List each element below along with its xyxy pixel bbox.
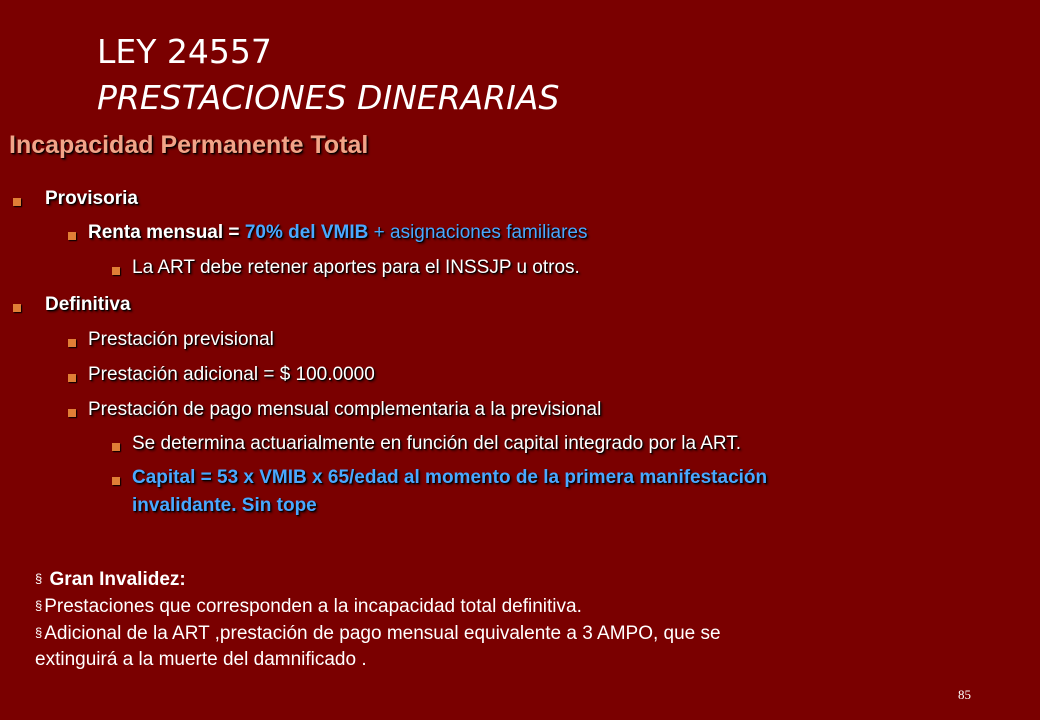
bullet-icon bbox=[68, 409, 76, 417]
gran-invalidez-line1-row bbox=[35, 593, 935, 620]
renta-prefix: Renta mensual = bbox=[88, 222, 245, 243]
page-number: 85 bbox=[958, 687, 971, 702]
slide-subtitle: Incapacidad Permanente Total bbox=[9, 131, 369, 159]
capital-formula-line1: Capital = 53 x VMIB x 65/edad al momento de la primera manifestación bbox=[132, 467, 768, 488]
definitiva-item-adicional: Prestación adicional = $ 100.0000 bbox=[88, 364, 375, 385]
definitiva-heading: Definitiva bbox=[45, 294, 131, 315]
definitiva-item-complementaria: Prestación de pago mensual complementaria a la previsional bbox=[88, 399, 602, 420]
provisoria-heading: Provisoria bbox=[45, 188, 138, 209]
square-bullet-icon: § bbox=[35, 625, 43, 640]
renta-percent: 70% del VMIB bbox=[244, 222, 369, 243]
gran-invalidez-line1: Prestaciones que corresponden a la incapacidad total definitiva. bbox=[44, 596, 582, 617]
square-bullet-icon: § bbox=[35, 598, 43, 613]
bullet-icon bbox=[112, 267, 120, 275]
actuarial-text: Se determina actuarialmente en función del capital integrado por la ART. bbox=[132, 433, 742, 454]
slide-title-line1: LEY 24557 bbox=[97, 32, 272, 71]
renta-suffix: + asignaciones familiares bbox=[368, 222, 588, 243]
art-retener-text: La ART debe retener aportes para el INSSJP u otros. bbox=[132, 257, 580, 278]
capital-formula-line2: invalidante. Sin tope bbox=[132, 495, 317, 516]
bullet-icon bbox=[13, 304, 21, 312]
gran-invalidez-title: Gran Invalidez: bbox=[49, 569, 186, 590]
bullet-icon bbox=[112, 443, 120, 451]
renta-mensual-line bbox=[88, 222, 588, 244]
bullet-icon bbox=[68, 232, 76, 240]
bullet-icon bbox=[13, 198, 21, 206]
slide-title-line2: PRESTACIONES DINERARIAS bbox=[97, 78, 560, 117]
gran-invalidez-line2-row bbox=[35, 620, 935, 647]
gran-invalidez-line3: extinguirá a la muerte del damnificado . bbox=[35, 649, 367, 670]
gran-invalidez-line2: Adicional de la ART ,prestación de pago mensual equivalente a 3 AMPO, que se bbox=[44, 623, 721, 644]
definitiva-item-previsional: Prestación previsional bbox=[88, 329, 274, 350]
bullet-icon bbox=[68, 339, 76, 347]
bullet-icon bbox=[112, 477, 120, 485]
bullet-icon bbox=[68, 374, 76, 382]
square-bullet-icon: § bbox=[35, 571, 43, 586]
gran-invalidez-block bbox=[35, 566, 935, 673]
gran-invalidez-title-row bbox=[35, 566, 935, 593]
